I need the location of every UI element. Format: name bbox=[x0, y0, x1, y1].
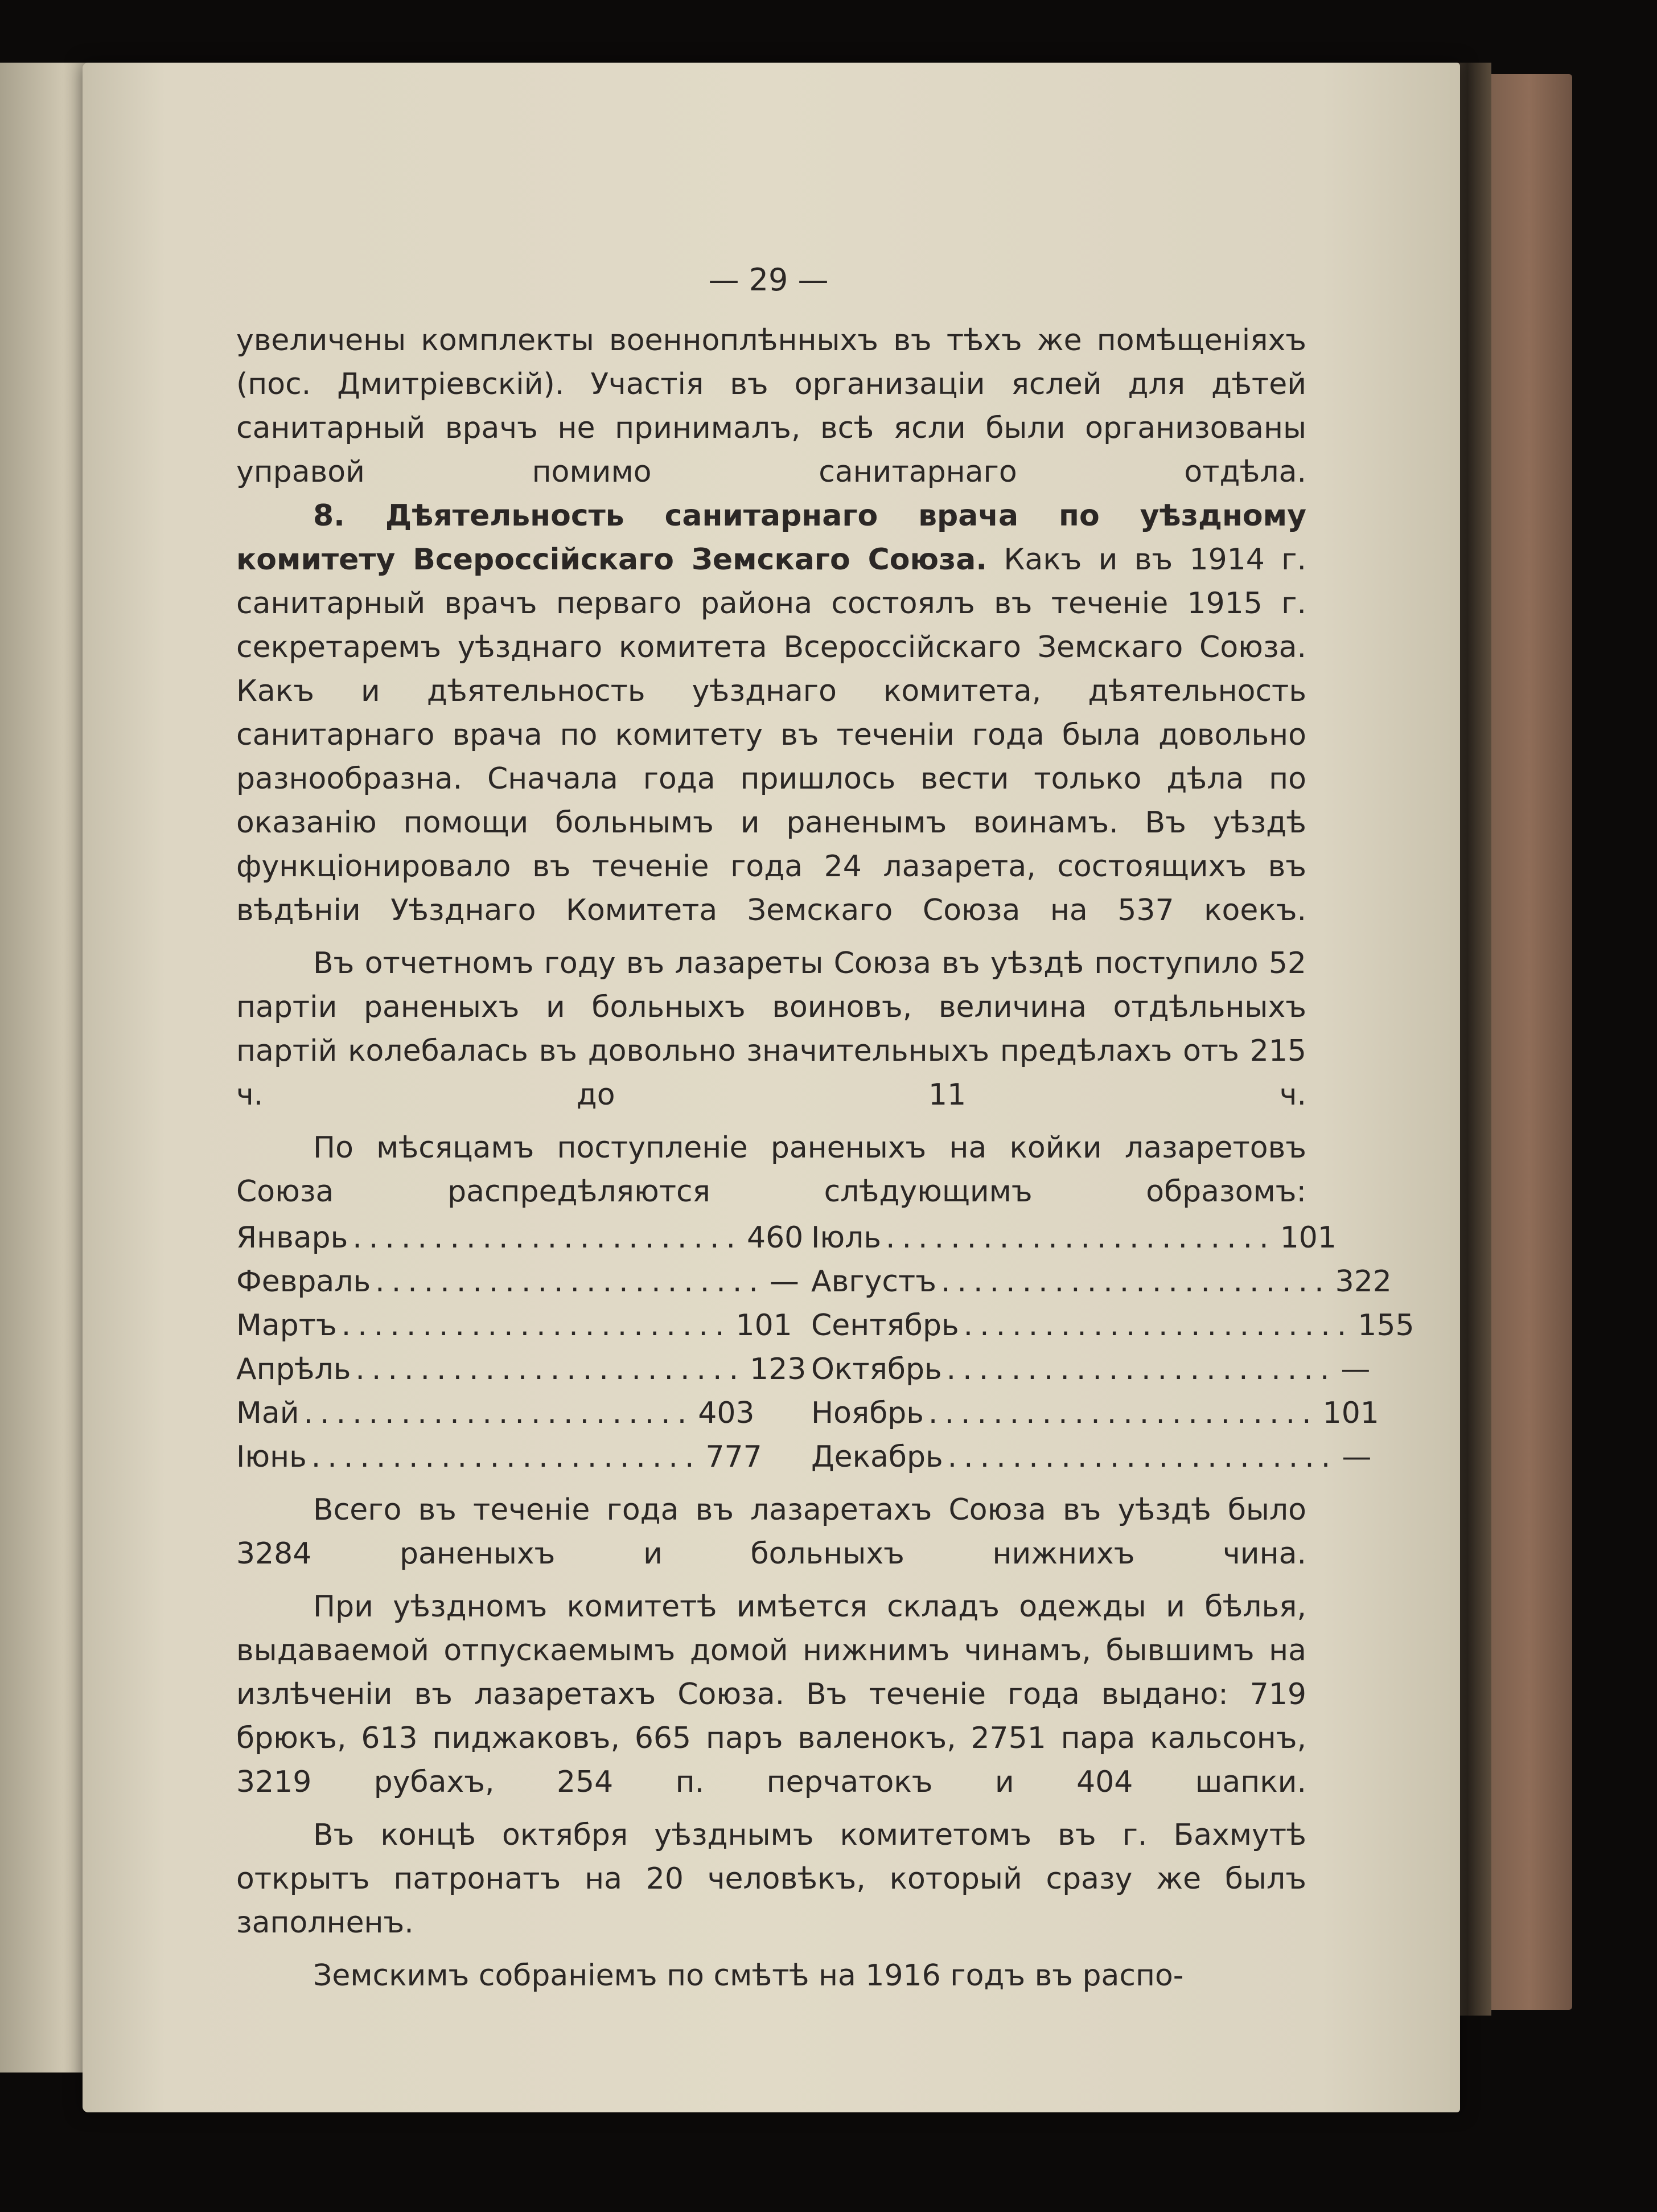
dot-leader: ........................ bbox=[341, 1308, 731, 1343]
month-row bbox=[734, 1435, 1372, 1479]
month-row bbox=[236, 1304, 792, 1348]
month-value: — bbox=[769, 1265, 799, 1299]
month-name: Январь bbox=[236, 1221, 348, 1255]
month-value: 460 bbox=[747, 1221, 804, 1255]
paragraph-3: Въ отчетномъ году въ лазареты Союза въ уѣздѣ поступило 52 партіи раненыхъ и больныхъ воиновъ, величина отдѣльныхъ партій колебалась въ довольно значительныхъ предѣлахъ отъ 215 ч. до 11 ч. bbox=[236, 946, 1306, 1112]
month-value: 322 bbox=[1335, 1265, 1392, 1299]
dot-leader: ........................ bbox=[940, 1265, 1331, 1299]
month-row bbox=[236, 1260, 799, 1304]
monthly-admissions-table bbox=[236, 1216, 1415, 1479]
paragraph-2-body: Какъ и въ 1914 г. санитарный врачъ перваго района состоялъ въ теченіе 1915 г. секретаремъ уѣзднаго комитета Всероссійскаго Земскаго Союза. Какъ и дѣятельность уѣзднаго комитета, дѣятельность санитарнаго врача по комитету въ теченіи года была довольно разнообразна. Сначала года пришлось вести только дѣла по оказанію помощи больнымъ и раненымъ воинамъ. Въ уѣздѣ функціонировало въ теченіе года 24 лазарета, состоящихъ въ вѣдѣніи Уѣзднаго Комитета Земскаго Союза на 537 коекъ. bbox=[236, 543, 1307, 928]
paragraph-1: увеличены комплекты военноплѣнныхъ въ тѣхъ же помѣщеніяхъ (пос. Дмитріевскій). Участія въ организаціи яслей для дѣтей санитарный врачъ не принималъ, всѣ ясли были организованы управой помимо санитарнаго отдѣла. bbox=[236, 323, 1306, 489]
month-name: Іюнь bbox=[236, 1440, 307, 1474]
paragraph-2 bbox=[236, 494, 1306, 933]
month-row bbox=[236, 1392, 755, 1435]
month-value: 403 bbox=[698, 1396, 755, 1430]
section-heading: 8. Дѣятельность санитарнаго врача по уѣздному комитету Всероссійскаго Земскаго Союза. bbox=[236, 499, 1306, 577]
month-row bbox=[236, 1435, 762, 1479]
dot-leader: ........................ bbox=[946, 1352, 1337, 1386]
month-value: — bbox=[1341, 1352, 1371, 1386]
month-value: 155 bbox=[1358, 1308, 1415, 1343]
month-value: 777 bbox=[705, 1440, 762, 1474]
month-name: Іюль bbox=[811, 1221, 881, 1255]
month-row bbox=[734, 1348, 1371, 1392]
dot-leader: ........................ bbox=[947, 1440, 1338, 1474]
page-number: — 29 — bbox=[708, 262, 829, 298]
month-value: 123 bbox=[750, 1352, 807, 1386]
month-name: Февраль bbox=[236, 1265, 371, 1299]
month-row bbox=[734, 1304, 1415, 1348]
month-name: Май bbox=[236, 1396, 299, 1430]
month-value: 101 bbox=[1280, 1221, 1337, 1255]
paragraph-5: Всего въ теченіе года въ лазаретахъ Союза въ уѣздѣ было 3284 раненыхъ и больныхъ нижнихъ чина. bbox=[236, 1493, 1306, 1571]
dot-leader: ........................ bbox=[311, 1440, 701, 1474]
month-row bbox=[734, 1392, 1379, 1435]
month-row bbox=[734, 1260, 1392, 1304]
month-value: — bbox=[1342, 1440, 1372, 1474]
month-name: Октябрь bbox=[811, 1352, 942, 1386]
paragraph-4: По мѣсяцамъ поступленіе раненыхъ на койки лазаретовъ Союза распредѣляются слѣдующимъ образомъ: bbox=[236, 1131, 1306, 1209]
month-row bbox=[236, 1348, 807, 1392]
dot-leader: ........................ bbox=[963, 1308, 1354, 1343]
paragraph-8: Земскимъ собраніемъ по смѣтѣ на 1916 годъ въ распо- bbox=[313, 1959, 1184, 1993]
month-row bbox=[734, 1216, 1337, 1260]
month-value: 101 bbox=[1322, 1396, 1379, 1430]
month-value: 101 bbox=[735, 1308, 792, 1343]
month-name: Сентябрь bbox=[811, 1308, 959, 1343]
dot-leader: ........................ bbox=[303, 1396, 694, 1430]
page-text bbox=[236, 239, 1415, 1998]
months-column-left bbox=[236, 1216, 807, 1479]
dot-leader: ........................ bbox=[355, 1352, 746, 1386]
paragraph-7: Въ концѣ октября уѣзднымъ комитетомъ въ г. Бахмутѣ открытъ патронатъ на 20 человѣкъ, который сразу же былъ заполненъ. bbox=[236, 1818, 1306, 1940]
book-back-cover bbox=[1487, 74, 1572, 2010]
month-name: Ноябрь bbox=[811, 1396, 924, 1430]
month-name: Августъ bbox=[811, 1265, 936, 1299]
dot-leader: ........................ bbox=[886, 1221, 1276, 1255]
months-column-right bbox=[734, 1216, 1415, 1479]
dot-leader: ........................ bbox=[375, 1265, 765, 1299]
month-name: Декабрь bbox=[811, 1440, 943, 1474]
dot-leader: ........................ bbox=[928, 1396, 1318, 1430]
month-name: Мартъ bbox=[236, 1308, 337, 1343]
month-name: Апрѣль bbox=[236, 1352, 351, 1386]
month-row bbox=[236, 1216, 804, 1260]
dot-leader: ........................ bbox=[352, 1221, 742, 1255]
paragraph-6: При уѣздномъ комитетѣ имѣется складъ одежды и бѣлья, выдаваемой отпускаемымъ домой нижнимъ чинамъ, бывшимъ на излѣченіи въ лазаретахъ Союза. Въ теченіе года выдано: 719 брюкъ, 613 пиджаковъ, 665 паръ валенокъ, 2751 пара кальсонъ, 3219 рубахъ, 254 п. перчатокъ и 404 шапки. bbox=[236, 1590, 1306, 1799]
